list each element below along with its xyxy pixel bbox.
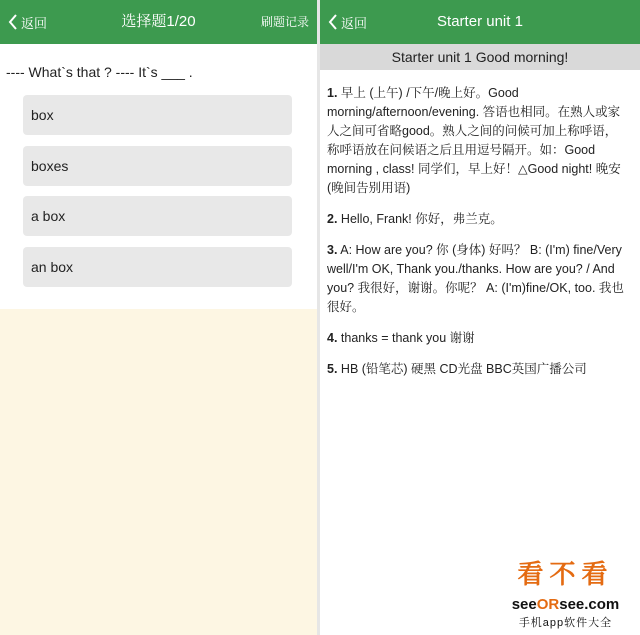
- lesson-title: Starter unit 1 Good morning!: [320, 44, 640, 70]
- note-item: [327, 84, 627, 198]
- site-watermark: [491, 548, 640, 635]
- watermark-url: [491, 596, 640, 613]
- answer-option[interactable]: boxes: [23, 146, 292, 186]
- question-panel: [0, 44, 317, 309]
- note-item: [327, 210, 627, 229]
- page-title: Starter unit 1: [437, 13, 523, 30]
- question-text: ---- What`s that ? ---- It`s ___ .: [6, 64, 193, 80]
- url-part: see: [511, 596, 537, 613]
- note-number: 2.: [327, 212, 338, 226]
- note-text: Hello, Frank! 你好，弗兰克。: [340, 212, 503, 226]
- answer-option[interactable]: a box: [23, 196, 292, 236]
- note-text: A: How are you? 你 (身体) 好吗？ B: (I'm) fine/Very well/I'm OK, Thank you./thanks. How are you? / And you? 我很好，谢谢。你呢？ A: (I'm)fine/OK, too. 我也很好。: [327, 243, 624, 314]
- note-text: 早上 (上午) /下午/晚上好。Good morning/afternoon/evening. 答语也相同。在熟人或家人之间可省略good。熟人之间的问候可加上称呼语，称呼语放在问候语之后且用逗号隔开。如：Good morning , class! 同学们，早上好！△Good night! 晚安 (晚间告别用语): [327, 86, 621, 195]
- note-item: [327, 329, 627, 348]
- note-number: 1.: [327, 86, 338, 100]
- note-item: [327, 360, 627, 379]
- answer-option[interactable]: box: [23, 95, 292, 135]
- note-number: 5.: [327, 362, 338, 376]
- quiz-app-bar: [0, 0, 317, 44]
- note-text: thanks = thank you 谢谢: [340, 331, 475, 345]
- watermark-logo: 看不看: [517, 559, 614, 589]
- note-text: HB (铅笔芯) 硬黑 CD光盘 BBC英国广播公司: [340, 362, 587, 376]
- quiz-screen: [0, 0, 317, 635]
- notes-screen: [320, 0, 640, 635]
- back-label: 返回: [21, 15, 48, 31]
- back-label: 返回: [341, 15, 368, 31]
- note-number: 3.: [327, 243, 338, 257]
- page-title: 选择题1/20: [121, 13, 196, 30]
- practice-history-button[interactable]: 刷题记录: [260, 15, 309, 29]
- note-number: 4.: [327, 331, 338, 345]
- notes-app-bar: [320, 0, 640, 44]
- note-item: [327, 241, 627, 317]
- url-part: OR: [536, 596, 560, 613]
- answer-option[interactable]: an box: [23, 247, 292, 287]
- url-part: see.com: [559, 596, 620, 613]
- watermark-tagline: 手机app软件大全: [518, 617, 613, 629]
- lesson-notes: [327, 84, 627, 391]
